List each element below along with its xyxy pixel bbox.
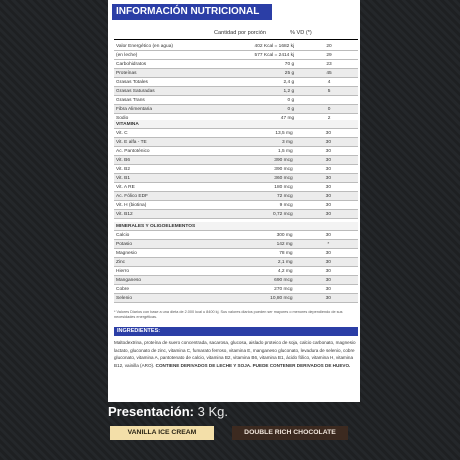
- section-title: VITAMINA: [114, 120, 358, 129]
- row-name: Calcio: [114, 231, 197, 240]
- row-amount: 72 mcg: [198, 192, 299, 201]
- row-name: Sodio: [114, 114, 199, 123]
- row-amount: 402 Kcal = 1682 kj: [199, 42, 300, 51]
- table-row: [114, 156, 358, 165]
- table-row: [114, 69, 358, 78]
- table-row: [114, 231, 358, 240]
- table-row: [114, 87, 358, 96]
- table-row: [114, 138, 358, 147]
- header-rule: [114, 39, 358, 40]
- section-header: [114, 120, 358, 129]
- row-vd: 30: [299, 138, 358, 147]
- row-vd: 30: [299, 192, 358, 201]
- row-vd: 30: [299, 258, 358, 267]
- row-vd: 29: [300, 51, 358, 60]
- row-name: Vit. B12: [114, 210, 198, 219]
- row-name: Magnesio: [114, 249, 197, 258]
- section-header: [114, 222, 358, 231]
- row-amount: 690 mcg: [197, 276, 299, 285]
- row-vd: 20: [300, 42, 358, 51]
- table-row: [114, 240, 358, 249]
- row-name: Vit. B1: [114, 174, 198, 183]
- ingredients-allergens: CONTIENE DERIVADOS DE LECHE Y SOJA. PUEDE CONTENER DERIVADOS DE HUEVO.: [155, 362, 351, 368]
- ingredients-list: Maltodextrina, proteína de suero concentrada, sacarosa, glucosa, aislado proteico de soja, calcio carbonato, magnesio lactato, gluconato de zinc, vitamina C, fumarato ferroso, vitamina E, manganeso gluconato, levadura de selenio, cobre gluconato, vitamina A, pantotenato de calcio, vitamina B2, vitamina B6, vitamina B1, ácido fólico, vitamina H, vitamina B12, vainilla (ARO).: [114, 340, 356, 368]
- table-row: [114, 294, 358, 303]
- row-name: Carbohidratos: [114, 60, 199, 69]
- row-name: Zinc: [114, 258, 197, 267]
- row-name: Potasio: [114, 240, 197, 249]
- table-row: [114, 285, 358, 294]
- row-amount: 13,5 mg: [198, 129, 299, 138]
- table-row: [114, 42, 358, 51]
- table-row: [114, 183, 358, 192]
- table-row: [114, 96, 358, 105]
- row-name: Ac. Pantoténico: [114, 147, 198, 156]
- row-name: Vit. H (biotina): [114, 201, 198, 210]
- table-row: [114, 267, 358, 276]
- row-vd: 5: [300, 87, 358, 96]
- row-name: Vit. B6: [114, 156, 198, 165]
- row-vd: 30: [299, 249, 358, 258]
- row-amount: 70 g: [199, 60, 300, 69]
- row-amount: 390 mcg: [198, 165, 299, 174]
- row-amount: 4,2 mg: [197, 267, 299, 276]
- row-amount: 1,5 mg: [198, 147, 299, 156]
- row-vd: 30: [299, 156, 358, 165]
- table-row: [114, 174, 358, 183]
- row-vd: 2: [300, 114, 358, 123]
- table-row: [114, 105, 358, 114]
- flavor-vanilla-button[interactable]: VANILLA ICE CREAM: [110, 426, 214, 440]
- row-vd: 30: [299, 231, 358, 240]
- row-name: Grasas Saturadas: [114, 87, 199, 96]
- row-name: Ac. Fólico EDF: [114, 192, 198, 201]
- row-vd: 23: [300, 60, 358, 69]
- footnote: * Valores Diarios con base a una dieta de 2.000 kcal u 8400 kj. Sus valores diarios pueden ser mayores o menores dependiendo de sus necesidades energéticas.: [114, 310, 343, 319]
- row-vd: 0: [300, 105, 358, 114]
- table-row: [114, 210, 358, 219]
- energy-macros-table: [114, 42, 358, 123]
- row-vd: 30: [299, 147, 358, 156]
- row-vd: [300, 96, 358, 105]
- table-row: [114, 51, 358, 60]
- row-name: Grasas Trans: [114, 96, 199, 105]
- row-name: Vit. C: [114, 129, 198, 138]
- row-vd: 30: [299, 129, 358, 138]
- row-amount: 9 mcg: [198, 201, 299, 210]
- row-amount: 142 mg: [197, 240, 299, 249]
- row-vd: 30: [299, 183, 358, 192]
- row-name: Fibra Alimentaria: [114, 105, 199, 114]
- row-name: Proteínas: [114, 69, 199, 78]
- row-vd: 30: [299, 294, 358, 303]
- row-amount: 3 mg: [198, 138, 299, 147]
- row-name: Grasas Totales: [114, 78, 199, 87]
- flavor-chocolate-button[interactable]: DOUBLE RICH CHOCOLATE: [232, 426, 348, 440]
- row-amount: 78 mg: [197, 249, 299, 258]
- vd-header: % VD (*): [290, 30, 312, 36]
- row-amount: 1,2 g: [199, 87, 300, 96]
- row-amount: 47 mg: [199, 114, 300, 123]
- row-vd: 30: [299, 210, 358, 219]
- row-vd: 4: [300, 78, 358, 87]
- row-name: Vit. E alfa - TE: [114, 138, 198, 147]
- row-amount: 577 Kcal = 2414 kj: [199, 51, 300, 60]
- row-vd: *: [299, 240, 358, 249]
- row-amount: 0,72 mcg: [198, 210, 299, 219]
- row-amount: 180 mcg: [198, 183, 299, 192]
- row-name: Selenio: [114, 294, 197, 303]
- row-vd: 30: [299, 276, 358, 285]
- row-name: Cobre: [114, 285, 197, 294]
- row-amount: 10,80 mcg: [197, 294, 299, 303]
- row-vd: 30: [299, 174, 358, 183]
- table-row: [114, 60, 358, 69]
- table-row: [114, 192, 358, 201]
- presentation: [108, 404, 228, 419]
- row-amount: 0 g: [199, 96, 300, 105]
- presentation-label: Presentación:: [108, 404, 194, 419]
- table-row: [114, 147, 358, 156]
- ingredients-title: INGREDIENTES:: [114, 327, 358, 336]
- vitamins-table: [114, 120, 358, 219]
- row-amount: 2,4 g: [199, 78, 300, 87]
- row-vd: 30: [299, 201, 358, 210]
- table-row: [114, 129, 358, 138]
- ingredients-text: [114, 339, 358, 369]
- serving-header: Cantidad por porción: [214, 30, 266, 36]
- row-name: Valor Energético (en agua): [114, 42, 199, 51]
- row-vd: 30: [299, 267, 358, 276]
- row-amount: 0 g: [199, 105, 300, 114]
- table-row: [114, 258, 358, 267]
- row-vd: 30: [299, 165, 358, 174]
- row-name: Vit. A RE: [114, 183, 198, 192]
- row-amount: 360 mcg: [198, 174, 299, 183]
- row-name: Vit. B2: [114, 165, 198, 174]
- minerals-table: [114, 222, 358, 303]
- row-vd: 30: [299, 285, 358, 294]
- table-row: [114, 165, 358, 174]
- row-amount: 2,1 mg: [197, 258, 299, 267]
- row-name: Hierro: [114, 267, 197, 276]
- row-amount: 25 g: [199, 69, 300, 78]
- row-vd: 45: [300, 69, 358, 78]
- row-name: (en leche): [114, 51, 199, 60]
- table-row: [114, 201, 358, 210]
- table-row: [114, 276, 358, 285]
- row-name: Manganeso: [114, 276, 197, 285]
- table-row: [114, 249, 358, 258]
- row-amount: 300 mg: [197, 231, 299, 240]
- row-amount: 390 mcg: [198, 156, 299, 165]
- table-row: [114, 78, 358, 87]
- row-amount: 270 mcg: [197, 285, 299, 294]
- panel-title: INFORMACIÓN NUTRICIONAL: [112, 4, 272, 20]
- presentation-value: 3 Kg.: [197, 404, 228, 419]
- section-title: MINERALES Y OLIGOELEMENTOS: [114, 222, 358, 231]
